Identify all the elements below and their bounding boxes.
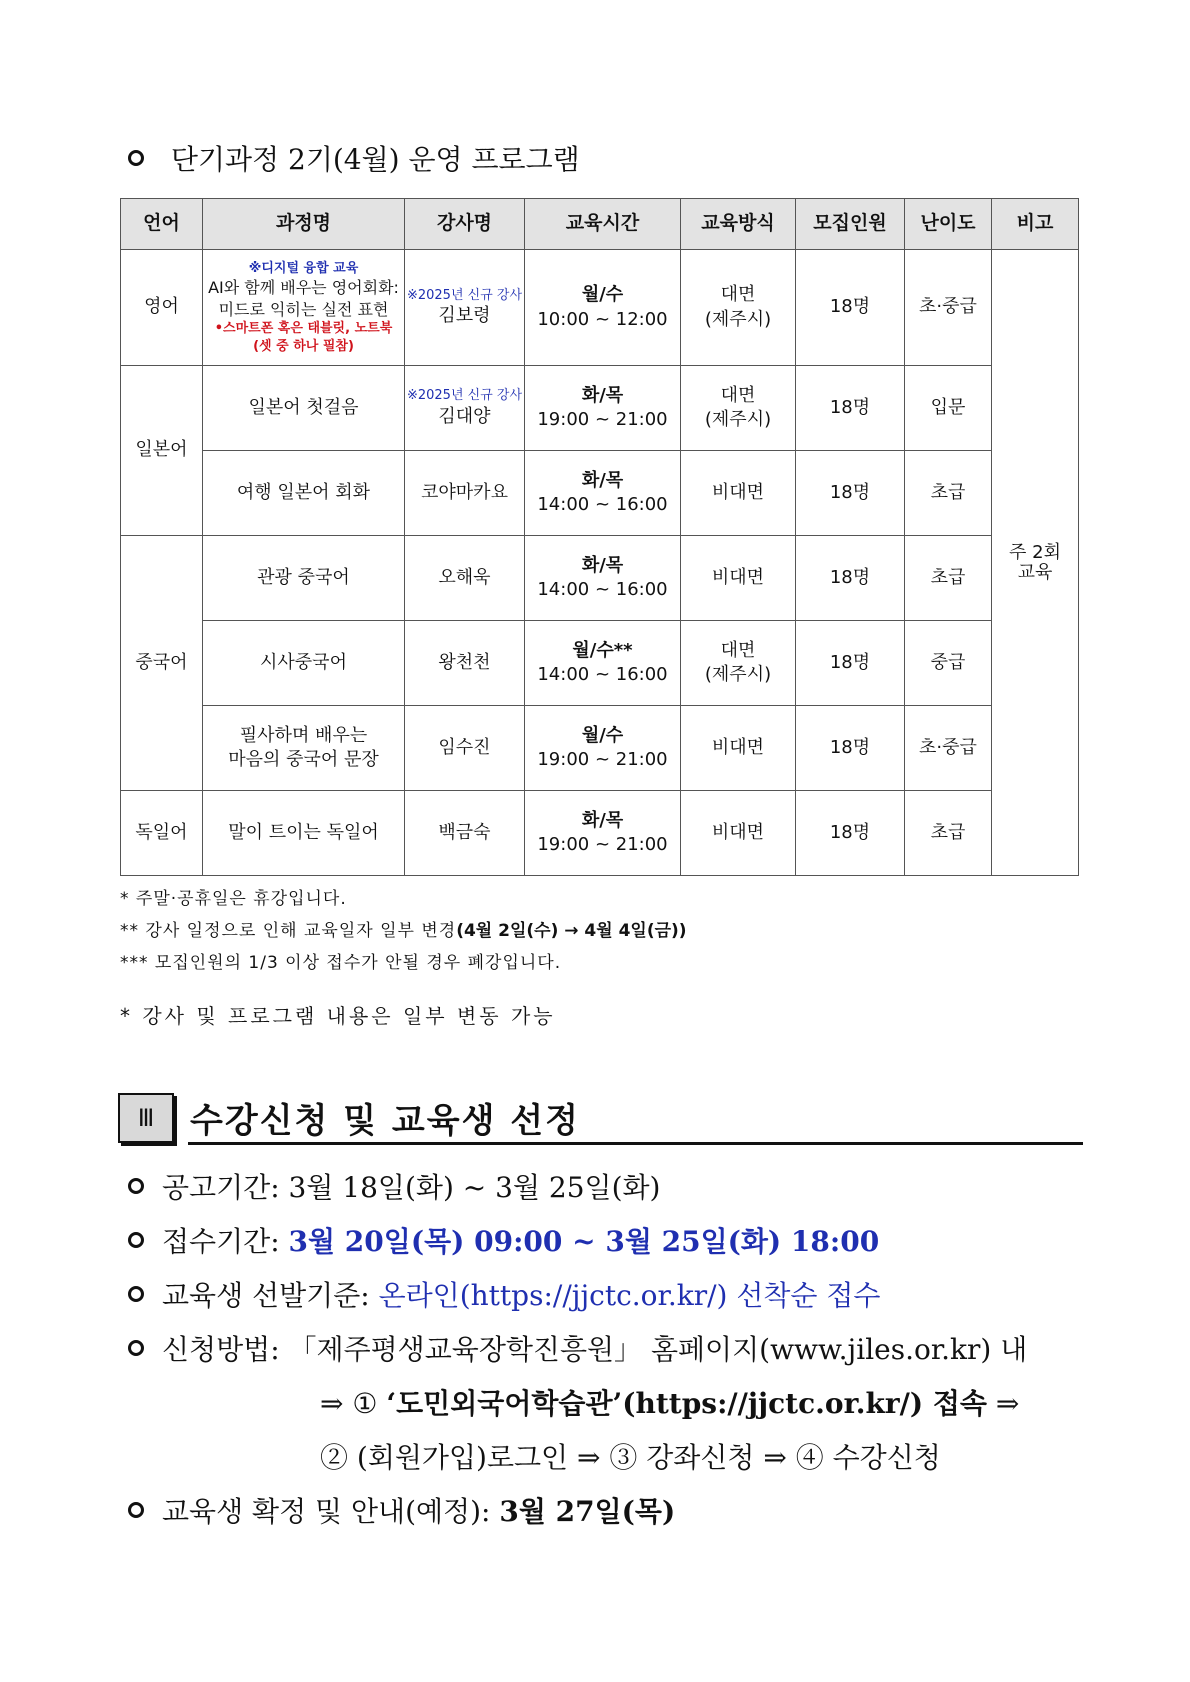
days: 화/목 xyxy=(581,384,624,406)
general-note: * 강사 및 프로그램 내용은 일부 변동 가능 xyxy=(120,1004,556,1028)
instructor-cell: 왕천천 xyxy=(405,621,525,706)
capacity-cell: 18명 xyxy=(796,791,905,876)
program-heading xyxy=(128,138,580,178)
capacity-cell: 18명 xyxy=(796,706,905,791)
method-cell: 비대면 xyxy=(681,791,796,876)
instructor-name: 김보령 xyxy=(438,305,491,327)
method-cell: 비대면 xyxy=(681,706,796,791)
table-row xyxy=(121,250,1079,366)
level-cell: 초급 xyxy=(905,451,992,536)
instructor-name: 김대양 xyxy=(438,405,491,427)
course-cell: 일본어 첫걸음 xyxy=(203,366,405,451)
instructor-cell: 백금숙 xyxy=(405,791,525,876)
table-header-row xyxy=(121,199,1079,250)
header-remark: 비고 xyxy=(992,199,1079,250)
course-cell: 시사중국어 xyxy=(203,621,405,706)
footnote-3: *** 모집인원의 1/3 이상 접수가 안될 경우 폐강입니다. xyxy=(120,953,562,973)
application-method-item xyxy=(128,1328,1027,1368)
time-cell xyxy=(525,791,681,876)
level-cell: 초급 xyxy=(905,791,992,876)
remark-cell: 주 2회 교육 xyxy=(992,250,1079,876)
language-cell: 중국어 xyxy=(121,536,203,791)
notice-period-label: 공고기간: xyxy=(162,1171,289,1204)
footnote-2-dates: (4월 2일(수) → 4월 4일(금)) xyxy=(456,921,687,941)
instructor-cell: 임수진 xyxy=(405,706,525,791)
table-row xyxy=(121,366,1079,451)
course-cell: 필사하며 배우는 마음의 중국어 문장 xyxy=(203,706,405,791)
level-cell: 중급 xyxy=(905,621,992,706)
level-cell: 초·중급 xyxy=(905,250,992,366)
time-cell xyxy=(525,250,681,366)
application-method-label: 신청방법: 「제주평생교육장학진흥원」 홈페이지(www.jiles.or.kr) 내 xyxy=(162,1333,1028,1366)
level-cell: 초급 xyxy=(905,536,992,621)
instructor-cell: 오해욱 xyxy=(405,536,525,621)
schedule-table xyxy=(120,198,1079,876)
step-1-arrow: ⇒ ① xyxy=(320,1387,387,1420)
step-1-site: ‘도민외국어학습관’(https://jjctc.or.kr/) 접속 xyxy=(386,1387,987,1420)
header-course: 과정명 xyxy=(203,199,405,250)
time: 14:00 ~ 16:00 xyxy=(537,664,668,685)
header-level: 난이도 xyxy=(905,199,992,250)
capacity-cell: 18명 xyxy=(796,366,905,451)
level-cell: 초·중급 xyxy=(905,706,992,791)
time-cell xyxy=(525,621,681,706)
course-tag: ※디지털 융합 교육 xyxy=(248,260,359,276)
instructor-tag: ※2025년 신규 강사 xyxy=(406,388,523,404)
language-cell: 일본어 xyxy=(121,366,203,536)
step-1-tail: ⇒ xyxy=(986,1387,1020,1420)
course-cell: 관광 중국어 xyxy=(203,536,405,621)
language-cell: 영어 xyxy=(121,250,203,366)
circle-bullet-icon xyxy=(128,150,144,166)
program-heading-text: 단기과정 2기(4월) 운영 프로그램 xyxy=(170,143,580,176)
table-row xyxy=(121,536,1079,621)
method-cell: 비대면 xyxy=(681,451,796,536)
time: 19:00 ~ 21:00 xyxy=(537,749,668,770)
table-row xyxy=(121,621,1079,706)
days: 화/목 xyxy=(581,809,624,831)
header-instructor: 강사명 xyxy=(405,199,525,250)
table-row xyxy=(121,791,1079,876)
header-time: 교육시간 xyxy=(525,199,681,250)
days: 월/수 xyxy=(581,284,624,306)
footnote-1: * 주말·공휴일은 휴강입니다. xyxy=(120,889,347,909)
footnote-2 xyxy=(120,916,687,941)
level-cell: 입문 xyxy=(905,366,992,451)
header-capacity: 모집인원 xyxy=(796,199,905,250)
course-note: •스마트폰 혹은 태블릿, 노트북 (셋 중 하나 필참) xyxy=(214,321,393,354)
capacity-cell: 18명 xyxy=(796,621,905,706)
circle-bullet-icon xyxy=(128,1340,144,1356)
time-cell xyxy=(525,366,681,451)
days: 화/목 xyxy=(581,554,624,576)
instructor-cell xyxy=(405,250,525,366)
header-language: 언어 xyxy=(121,199,203,250)
table-row xyxy=(121,451,1079,536)
days: 월/수 xyxy=(581,724,624,746)
confirmation-label: 교육생 확정 및 안내(예정): xyxy=(162,1495,500,1528)
days: 화/목 xyxy=(581,469,624,491)
reception-period-value: 3월 20일(목) 09:00 ~ 3월 25일(화) 18:00 xyxy=(288,1225,880,1258)
section-number-box: Ⅲ xyxy=(118,1093,174,1143)
reception-period-item xyxy=(128,1220,879,1260)
time: 10:00 ~ 12:00 xyxy=(537,308,668,330)
course-line: 미드로 익히는 실전 표현 xyxy=(218,299,389,319)
time-cell xyxy=(525,536,681,621)
section-divider xyxy=(188,1142,1083,1145)
course-line: AI와 함께 배우는 영어회화: xyxy=(208,278,399,298)
section-title: 수강신청 및 교육생 선정 xyxy=(190,1101,580,1141)
time-cell xyxy=(525,451,681,536)
time: 14:00 ~ 16:00 xyxy=(537,494,668,515)
method-cell: 비대면 xyxy=(681,536,796,621)
selection-criteria-value: 온라인(https://jjctc.or.kr/) 선착순 접수 xyxy=(378,1279,881,1312)
circle-bullet-icon xyxy=(128,1232,144,1248)
reception-period-label: 접수기간: xyxy=(162,1225,289,1258)
method-cell: 대면 (제주시) xyxy=(681,250,796,366)
method-cell: 대면 (제주시) xyxy=(681,621,796,706)
capacity-cell: 18명 xyxy=(796,250,905,366)
instructor-tag: ※2025년 신규 강사 xyxy=(406,287,523,303)
time: 19:00 ~ 21:00 xyxy=(537,834,668,855)
days: 월/수** xyxy=(572,639,633,661)
time-cell xyxy=(525,706,681,791)
instructor-cell xyxy=(405,366,525,451)
application-step-1 xyxy=(320,1382,1019,1422)
capacity-cell: 18명 xyxy=(796,451,905,536)
confirmation-item xyxy=(128,1490,675,1530)
table-row xyxy=(121,706,1079,791)
confirmation-value: 3월 27일(목) xyxy=(499,1495,676,1528)
course-cell: 말이 트이는 독일어 xyxy=(203,791,405,876)
instructor-cell: 코야마카요 xyxy=(405,451,525,536)
capacity-cell: 18명 xyxy=(796,536,905,621)
application-step-2: ② (회원가입)로그인 ⇒ ③ 강좌신청 ⇒ ④ 수강신청 xyxy=(320,1441,941,1474)
circle-bullet-icon xyxy=(128,1286,144,1302)
circle-bullet-icon xyxy=(128,1178,144,1194)
time: 14:00 ~ 16:00 xyxy=(537,579,668,600)
header-method: 교육방식 xyxy=(681,199,796,250)
notice-period-item xyxy=(128,1166,660,1206)
footnote-2-text: ** 강사 일정으로 인해 교육일자 일부 변경 xyxy=(120,921,457,941)
selection-criteria-label: 교육생 선발기준: xyxy=(162,1279,379,1312)
language-cell: 독일어 xyxy=(121,791,203,876)
course-cell: 여행 일본어 회화 xyxy=(203,451,405,536)
notice-period-value: 3월 18일(화) ~ 3월 25일(화) xyxy=(288,1171,661,1204)
course-cell xyxy=(203,250,405,366)
time: 19:00 ~ 21:00 xyxy=(537,409,668,430)
selection-criteria-item xyxy=(128,1274,880,1314)
circle-bullet-icon xyxy=(128,1502,144,1518)
method-cell: 대면 (제주시) xyxy=(681,366,796,451)
